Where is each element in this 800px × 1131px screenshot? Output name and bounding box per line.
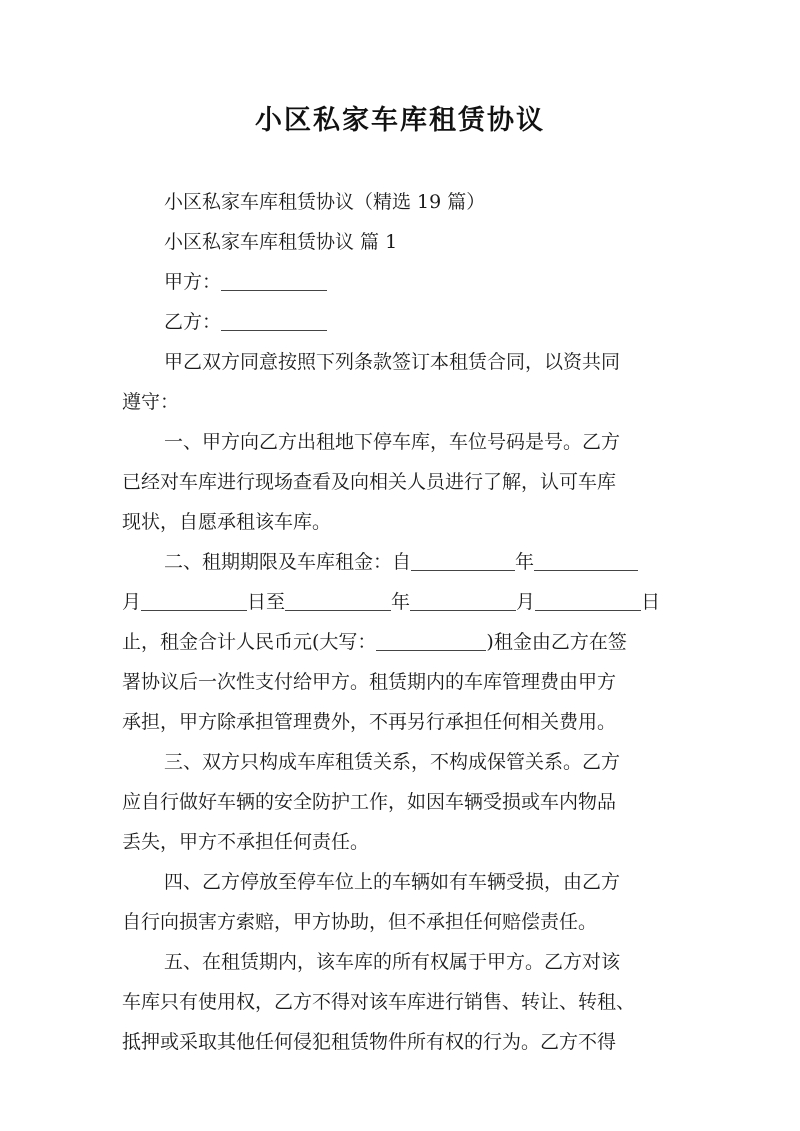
clause3-line-2: 应自行做好车辆的安全防护工作，如因车辆受损或车内物品 (122, 791, 617, 813)
clause1-line-2: 已经对车库进行现场查看及向相关人员进行了解，认可车库 (122, 471, 617, 493)
start-month-blank (534, 548, 638, 571)
document-title: 小区私家车库租赁协议 (255, 105, 545, 136)
clause5-line-3: 抵押或采取其他任何侵犯租赁物件所有权的行为。乙方不得 (122, 1031, 617, 1053)
clause2-text-a: 二、租期期限及车库租金：自 (164, 551, 412, 573)
intro-line-1: 甲乙双方同意按照下列条款签订本租赁合同，以资共同 (164, 351, 621, 373)
clause3-line-3: 丢失，甲方不承担任何责任。 (122, 831, 370, 853)
clause2-line-1 (122, 542, 682, 582)
start-year-blank (411, 548, 515, 571)
clause2-month-label-2: 月 (516, 591, 536, 613)
party-b-line (122, 302, 682, 342)
clause2-line-3 (122, 622, 682, 662)
clause5-line-2: 车库只有使用权，乙方不得对该车库进行销售、转让、转租、 (122, 991, 636, 1013)
party-a-label: 甲方： (164, 271, 222, 293)
party-b-blank (221, 308, 327, 331)
subtitle-line: 小区私家车库租赁协议（精选 19 篇） (164, 191, 486, 213)
start-day-blank (141, 588, 247, 611)
rent-amount-blank (376, 628, 486, 651)
clause2-line-2 (122, 582, 682, 622)
clause2-day-label: 日 (641, 591, 661, 613)
party-a-blank (221, 268, 327, 291)
clause4-line-2: 自行向损害方索赔，甲方协助，但不承担任何赔偿责任。 (122, 911, 598, 933)
end-day-blank (535, 588, 641, 611)
clause5-line-1: 五、在租赁期内，该车库的所有权属于甲方。乙方对该 (164, 951, 621, 973)
clause2-line-5: 承担，甲方除承担管理费外，不再另行承担任何相关费用。 (122, 711, 617, 733)
document-body (122, 182, 682, 1062)
clause2-rent-text-b: )租金由乙方在签 (486, 631, 627, 653)
party-a-line (122, 262, 682, 302)
clause3-line-1: 三、双方只构成车库租赁关系，不构成保管关系。乙方 (164, 751, 621, 773)
end-month-blank (410, 588, 516, 611)
end-year-blank (285, 588, 391, 611)
clause2-to-label: 日至 (247, 591, 286, 613)
party-b-label: 乙方： (164, 311, 222, 333)
intro-line-2: 遵守： (122, 391, 180, 413)
clause2-line-4: 署协议后一次性支付给甲方。租赁期内的车库管理费由甲方 (122, 671, 617, 693)
clause2-month-label: 月 (122, 591, 142, 613)
clause2-text-b: 年 (515, 551, 535, 573)
section-heading: 小区私家车库租赁协议 篇 1 (164, 231, 398, 253)
clause1-line-1: 一、甲方向乙方出租地下停车库，车位号码是号。乙方 (164, 431, 621, 453)
clause1-line-3: 现状，自愿承租该车库。 (122, 511, 332, 533)
clause4-line-1: 四、乙方停放至停车位上的车辆如有车辆受损，由乙方 (164, 871, 621, 893)
clause2-rent-text: 止，租金合计人民币元(大写： (122, 631, 377, 653)
clause2-year-label: 年 (391, 591, 411, 613)
